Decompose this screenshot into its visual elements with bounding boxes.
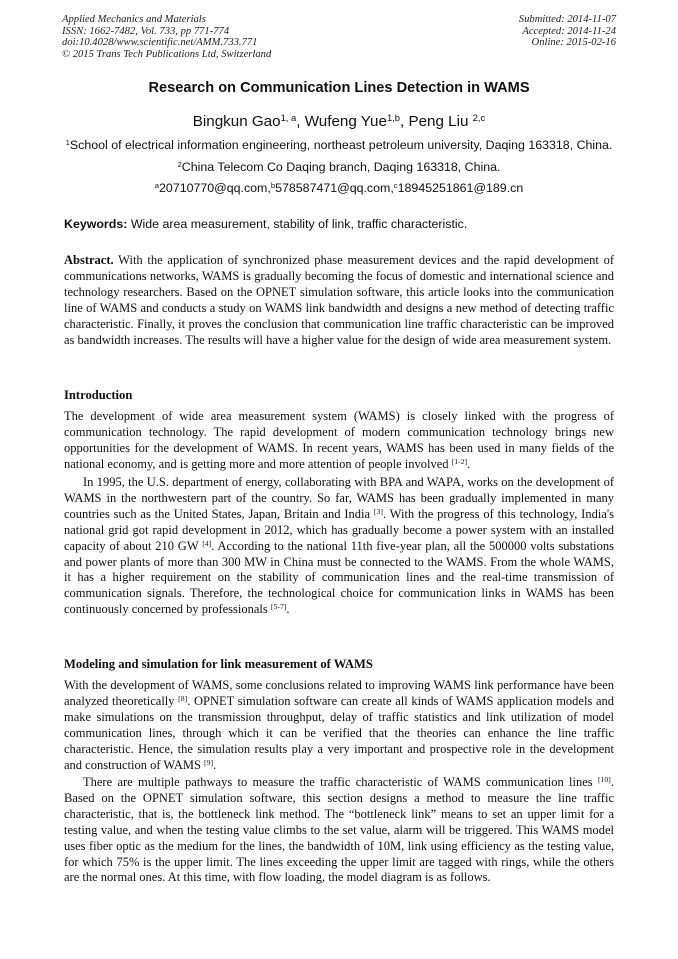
affiliation-marker: 2 xyxy=(177,159,182,169)
author-name: Wufeng Yue xyxy=(304,113,387,130)
journal-issn: ISSN: 1662-7482, Vol. 733, pp 771-774 xyxy=(62,25,230,37)
paragraph-text: In 1995, the U.S. department of energy, collaborating with BPA and WAPA, works on the development of WAMS in the northwestern part of the country. So far, WAMS has been gradually implemented in many countries such as the United States, Japan, Britain and India xyxy=(64,475,614,521)
author-name: Bingkun Gao xyxy=(192,113,281,130)
abstract-text: With the application of synchronized phase measurement devices and the rapid development of communications networks, WAMS is gradually becoming the focus of domestic and international science and technology researchers. Based on the OPNET simulation software, this article looks into the communication line of WAMS and conducts a study on WAMS link bandwidth and designs a new method of detecting traffic characteristic. Finally, it proves the conclusion that communication line traffic characteristic can be improved as bandwidth increases. The results will have a higher value for the design of wide area measurement system. xyxy=(64,253,615,347)
citation: [5-7] xyxy=(270,602,287,611)
journal-info xyxy=(62,14,271,61)
journal-copyright: © 2015 Trans Tech Publications Ltd, Switzerland xyxy=(62,49,272,61)
citation: [4] xyxy=(202,538,212,548)
paragraph-text: The development of wide area measurement system (WAMS) is closely linked with the progress of communication technology. The rapid development of modern communication technology brings new opportunities for the development of WAMS. In recent years, WAMS has been used in many fields of the national economy, and is getting more and more attention of people involved xyxy=(64,409,614,471)
citation: [8] xyxy=(178,693,188,703)
journal-name: Applied Mechanics and Materials xyxy=(62,14,206,25)
paragraph xyxy=(64,775,614,886)
section-heading-introduction: Introduction xyxy=(64,388,133,402)
email-marker: c xyxy=(393,180,398,190)
citation: [10] xyxy=(597,774,611,784)
paragraph-text: . Based on the OPNET simulation software, this section designs a method to measure the line traffic characteristic, that is, the bottleneck link method. The “bottleneck link” means to set an upper limit for a testing value, and when the testing value climbs to the set value, alarm will be triggered. This WAMS model uses fiber optic as the medium for the lines, the bandwidth of 10M, link using efficiency as the testing value, for which 75% is the upper limit. The lines exceeding the upper limit are tagged with rings, while the others are the normal ones. At this time, with flow loading, the model diagram is as follows. xyxy=(64,775,614,885)
paragraph xyxy=(64,409,614,473)
email-address[interactable]: 18945251861@189.cn xyxy=(397,181,524,195)
paragraph-text: There are multiple pathways to measure the traffic characteristic of WAMS communication lines xyxy=(83,775,598,789)
accepted-date: Accepted: 2014-11-24 xyxy=(522,25,616,37)
abstract xyxy=(64,253,614,348)
email-marker: a xyxy=(154,180,160,190)
affiliation xyxy=(0,138,678,152)
paragraph-text: . With the progress of this technology, India's national grid got rapid development in 2012, which has gradually become a power system with an installed capacity of about 210 GW xyxy=(64,506,614,553)
section-heading-modeling: Modeling and simulation for link measurement of WAMS xyxy=(64,657,373,671)
paragraph-text: With the development of WAMS, some conclusions related to improving WAMS link performance have been analyzed theoretically xyxy=(64,678,614,708)
email-address[interactable]: 578587471@qq.com, xyxy=(275,181,394,195)
affiliation-text: China Telecom Co Daqing branch, Daqing 163318, China. xyxy=(181,160,501,174)
paragraph xyxy=(64,678,614,773)
author-affil-marker: 2,c xyxy=(472,111,486,123)
keywords-text: Wide area measurement, stability of link, traffic characteristic. xyxy=(130,217,468,231)
publication-dates xyxy=(519,14,616,49)
author-name: Peng Liu xyxy=(408,113,469,130)
affiliation-text: School of electrical information engineering, northeast petroleum university, Daqing 163318, China. xyxy=(69,138,613,152)
paragraph-end: . xyxy=(213,757,217,772)
citation: [9] xyxy=(204,757,214,767)
keywords xyxy=(64,217,616,231)
online-date: Online: 2015-02-16 xyxy=(531,37,616,49)
email-marker: b xyxy=(270,180,276,190)
affiliation xyxy=(0,160,678,174)
author-affil-marker: 1,b xyxy=(386,111,401,123)
author-list: Bingkun Gao$^{1, a}$, Wufeng Yue$^{1,b}$, Peng Liu $^{2,c}$ xyxy=(192,111,486,130)
author-affil-marker: 1, a xyxy=(280,111,297,123)
citation: [1-2] xyxy=(451,456,468,466)
paragraph-text: . OPNET simulation software can create all kinds of WAMS application models and make simulations on the transmission throughput, delay of traffic statistics and link utilization of model communication lines, through which it can be verified that the theories can enhance the line traffic characteristic. Hence, the simulation results play a very important and prospective role in the development and construction of WAMS xyxy=(64,693,614,772)
submitted-date: Submitted: 2014-11-07 xyxy=(518,14,616,25)
paragraph xyxy=(64,475,614,618)
paragraph-text: . According to the national 11th five-year plan, all the 500000 volts substations and power plants of more than 300 MW in China must be connected to the WAMS. From the whole WAMS, it has a higher requirement on the stability of communication lines and the real-time transmission of communication signals. Therefore, the technological choice for communication links in WAMS has been continuously concerned by professionals xyxy=(64,538,614,617)
paper-title: Research on Communication Lines Detection in WAMS xyxy=(148,80,530,96)
paragraph-end: . xyxy=(286,602,290,617)
keywords-label: Keywords: xyxy=(64,217,128,231)
abstract-label: Abstract. xyxy=(64,253,114,267)
journal-doi[interactable]: doi:10.4028/www.scientific.net/AMM.733.771 xyxy=(62,37,258,49)
email-list xyxy=(0,181,678,195)
paragraph-end: . xyxy=(467,456,471,471)
affiliation-marker: 1 xyxy=(65,137,70,147)
email-address[interactable]: 20710770@qq.com, xyxy=(159,181,271,195)
citation: [3] xyxy=(373,506,383,516)
